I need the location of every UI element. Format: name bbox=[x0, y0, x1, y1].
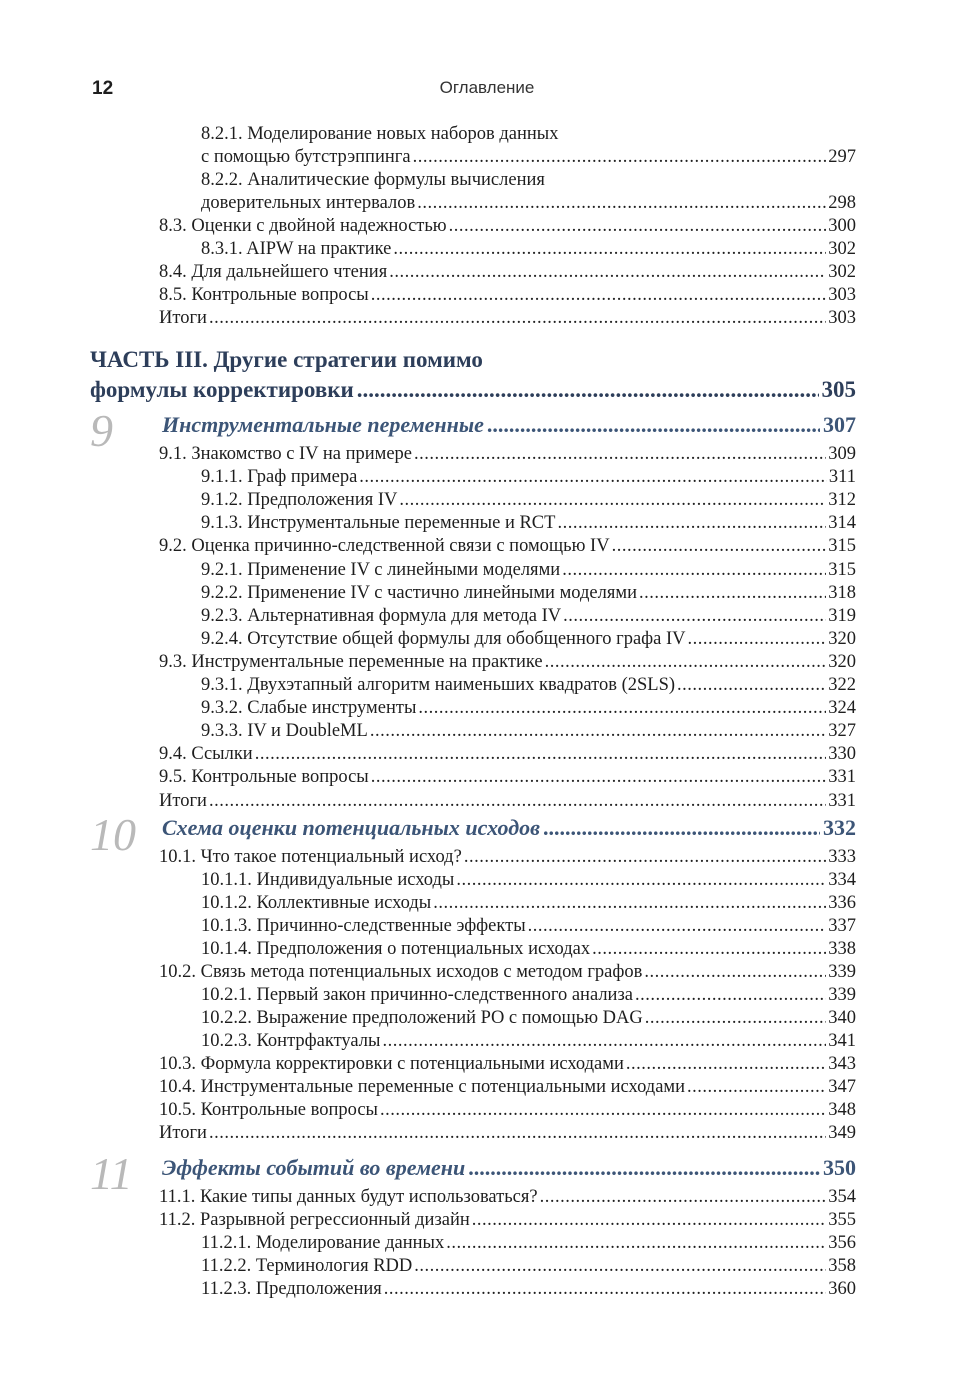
toc-entry-title: 10.4. Инструментальные переменные с потенциальными исходами bbox=[159, 1077, 686, 1097]
leader-dots bbox=[384, 1278, 826, 1301]
toc-entry[interactable] bbox=[201, 1232, 856, 1255]
chapter-number: 10 bbox=[90, 809, 136, 860]
toc-entry-page: 356 bbox=[828, 1233, 856, 1253]
toc-entry[interactable] bbox=[159, 1209, 856, 1232]
toc-entry-title: Итоги bbox=[159, 790, 207, 811]
toc-entry-title: 9.5. Контрольные вопросы bbox=[159, 767, 369, 788]
page-header bbox=[0, 76, 974, 104]
toc-entry-page: 303 bbox=[828, 308, 856, 328]
leader-dots bbox=[389, 261, 826, 284]
toc-entry-page: 355 bbox=[828, 1210, 856, 1230]
leader-dots bbox=[592, 938, 826, 961]
toc-entry-page: 309 bbox=[828, 444, 856, 464]
toc-entry-page: 320 bbox=[828, 628, 856, 649]
chapter-page: 307 bbox=[823, 412, 856, 437]
leader-dots bbox=[563, 605, 826, 628]
toc-entry-page: 339 bbox=[828, 962, 856, 982]
toc-entry-page: 348 bbox=[828, 1100, 856, 1120]
toc-entry-title: 10.2.3. Контрфактуалы bbox=[201, 1031, 381, 1051]
toc-entry-page: 298 bbox=[828, 193, 856, 213]
chapter-number: 9 bbox=[90, 405, 113, 456]
toc-entry-title: 11.1. Какие типы данных будут использоваться? bbox=[159, 1187, 538, 1207]
toc-entry-page: 331 bbox=[828, 790, 856, 811]
part-title-text: формулы корректировки bbox=[90, 377, 354, 402]
toc-entry-page: 354 bbox=[828, 1187, 856, 1207]
toc-entry[interactable] bbox=[201, 489, 856, 512]
toc-entry[interactable] bbox=[201, 869, 856, 892]
toc-entry[interactable] bbox=[201, 697, 856, 720]
leader-dots bbox=[688, 628, 827, 651]
chapter-title-text: Эффекты событий во времени bbox=[162, 1155, 466, 1180]
toc-entry[interactable] bbox=[201, 123, 856, 146]
toc-entry-title: с помощью бутстрэппинга bbox=[201, 147, 411, 167]
toc-entry-title: 9.2. Оценка причинно-следственной связи с помощью IV bbox=[159, 536, 610, 557]
toc-entry[interactable] bbox=[159, 215, 856, 238]
toc-entry-title: 10.1.3. Причинно-следственные эффекты bbox=[201, 916, 526, 936]
toc-entry-page: 358 bbox=[828, 1256, 856, 1276]
leader-dots bbox=[371, 766, 827, 789]
leader-dots bbox=[677, 674, 826, 697]
toc-entry[interactable] bbox=[201, 192, 856, 215]
toc-entry-page: 341 bbox=[828, 1031, 856, 1051]
toc-entry-page: 311 bbox=[828, 467, 856, 488]
toc-entry[interactable] bbox=[201, 720, 856, 743]
toc-entry-title: 8.2.1. Моделирование новых наборов данных bbox=[201, 124, 559, 144]
toc-entry-page: 343 bbox=[828, 1054, 856, 1074]
leader-dots bbox=[418, 697, 826, 720]
leader-dots bbox=[413, 146, 827, 169]
toc-entry-page: 319 bbox=[828, 605, 856, 626]
toc-entry[interactable] bbox=[201, 605, 856, 628]
leader-dots bbox=[399, 489, 826, 512]
part-page: 305 bbox=[821, 377, 856, 402]
toc-entry[interactable] bbox=[201, 674, 856, 697]
leader-dots bbox=[545, 651, 827, 674]
toc-entry-title: 10.1. Что такое потенциальный исход? bbox=[159, 847, 462, 867]
leader-dots bbox=[433, 892, 826, 915]
leader-dots bbox=[687, 1076, 826, 1099]
toc-entry-title: 11.2.2. Терминология RDD bbox=[201, 1256, 413, 1276]
part-title-line1: ЧАСТЬ III. Другие стратегии помимо bbox=[90, 347, 483, 372]
chapter-page: 350 bbox=[823, 1155, 856, 1180]
toc-entry-title: 9.3. Инструментальные переменные на практике bbox=[159, 651, 543, 672]
leader-dots bbox=[382, 1030, 826, 1053]
leader-dots bbox=[414, 443, 826, 466]
toc-entry-title: 9.3.3. IV и DoubleML bbox=[201, 721, 368, 742]
toc-entry-title: 11.2. Разрывной регрессионный дизайн bbox=[159, 1210, 470, 1230]
leader-dots bbox=[543, 814, 820, 842]
toc-entry[interactable] bbox=[159, 743, 856, 766]
toc-entry-title: 9.3.2. Слабые инструменты bbox=[201, 698, 417, 719]
toc-entry[interactable] bbox=[159, 766, 856, 789]
chapter-title-text: Схема оценки потенциальных исходов bbox=[162, 815, 541, 840]
running-head: Оглавление bbox=[439, 78, 535, 97]
toc-entry[interactable] bbox=[201, 938, 856, 961]
leader-dots bbox=[635, 984, 826, 1007]
leader-dots bbox=[557, 512, 826, 535]
toc-entry[interactable] bbox=[201, 559, 856, 582]
toc-entry-page: 347 bbox=[828, 1077, 856, 1097]
toc-entry[interactable] bbox=[159, 1076, 856, 1099]
toc-entry-page: 302 bbox=[828, 239, 856, 259]
leader-dots bbox=[644, 961, 826, 984]
leader-dots bbox=[449, 215, 827, 238]
toc-entry[interactable] bbox=[201, 146, 856, 169]
toc-entry-page: 322 bbox=[828, 675, 856, 695]
toc-entry-title: 10.2.1. Первый закон причинно-следственного анализа bbox=[201, 985, 633, 1005]
leader-dots bbox=[414, 1255, 826, 1278]
leader-dots bbox=[209, 1122, 826, 1145]
toc-entry-title: 11.2.1. Моделирование данных bbox=[201, 1233, 445, 1253]
toc-entry-title: 8.3.1. AIPW на практике bbox=[201, 239, 392, 259]
toc-entry-page: 300 bbox=[828, 216, 856, 236]
chapter-page: 332 bbox=[823, 815, 856, 840]
leader-dots bbox=[417, 192, 826, 215]
toc-entry-page: 303 bbox=[828, 285, 856, 305]
toc-entry-page: 297 bbox=[828, 147, 856, 167]
toc-entry-title: 9.3.1. Двухэтапный алгоритм наименьших квадратов (2SLS) bbox=[201, 675, 676, 695]
toc-entry-page: 327 bbox=[828, 721, 856, 742]
leader-dots bbox=[639, 582, 826, 605]
toc-entry-title: 9.2.2. Применение IV с частично линейными моделями bbox=[201, 582, 637, 603]
toc-entry-title: 8.4. Для дальнейшего чтения bbox=[159, 262, 388, 282]
leader-dots bbox=[370, 720, 826, 743]
leader-dots bbox=[645, 1007, 827, 1030]
toc-entry-page: 324 bbox=[828, 698, 856, 719]
toc-entry-title: 10.1.2. Коллективные исходы bbox=[201, 893, 432, 913]
toc-entry-title: 10.2. Связь метода потенциальных исходов с методом графов bbox=[159, 962, 643, 982]
toc-entry[interactable] bbox=[201, 1278, 856, 1301]
page-number: 12 bbox=[92, 78, 114, 99]
toc-entry-page: 334 bbox=[828, 870, 856, 890]
leader-dots bbox=[393, 238, 826, 261]
toc-entry-page: 349 bbox=[828, 1123, 856, 1143]
toc-entry[interactable] bbox=[201, 1030, 856, 1053]
toc-entry-page: 333 bbox=[828, 847, 856, 867]
toc-entry[interactable] bbox=[201, 169, 856, 192]
leader-dots bbox=[255, 743, 827, 766]
toc-entry-title: Итоги bbox=[159, 308, 207, 328]
part-title-line2[interactable] bbox=[90, 376, 856, 404]
leader-dots bbox=[371, 284, 827, 307]
toc-entry-title: 9.2.3. Альтернативная формула для метода IV bbox=[201, 605, 562, 626]
toc-entry[interactable] bbox=[159, 261, 856, 284]
toc-entry-page: 312 bbox=[828, 490, 856, 511]
toc-entry-title: 10.1.1. Индивидуальные исходы bbox=[201, 870, 455, 890]
toc-entry-title: 9.1. Знакомство с IV на примере bbox=[159, 444, 413, 464]
toc-entry-page: 336 bbox=[828, 893, 856, 913]
toc-entry[interactable] bbox=[159, 307, 856, 330]
leader-dots bbox=[380, 1099, 826, 1122]
toc-entry-title: 9.2.4. Отсутствие общей формулы для обобщенного графа IV bbox=[201, 628, 686, 649]
toc-entry-page: 340 bbox=[828, 1008, 856, 1028]
chapter-title-10[interactable] bbox=[162, 814, 856, 842]
chapter-title-text: Инструментальные переменные bbox=[162, 412, 484, 437]
toc-entry[interactable] bbox=[159, 1122, 856, 1145]
leader-dots bbox=[626, 1053, 826, 1076]
toc-entry[interactable] bbox=[201, 238, 856, 261]
leader-dots bbox=[612, 535, 827, 558]
toc-entry[interactable] bbox=[201, 1255, 856, 1278]
toc-entry-page: 320 bbox=[828, 651, 856, 672]
toc-entry-title: 10.1.4. Предположения о потенциальных исходах bbox=[201, 939, 591, 959]
toc-entry[interactable] bbox=[201, 466, 856, 489]
leader-dots bbox=[446, 1232, 826, 1255]
toc-entry[interactable] bbox=[159, 535, 856, 558]
toc-entry-title: 8.2.2. Аналитические формулы вычисления bbox=[201, 170, 545, 190]
toc-entry-title: 9.1.3. Инструментальные переменные и RCT bbox=[201, 513, 556, 534]
toc-entry-title: 9.1.2. Предположения IV bbox=[201, 490, 398, 511]
toc-entry-page: 315 bbox=[828, 536, 856, 557]
toc-entry[interactable] bbox=[159, 284, 856, 307]
toc-entry-title: 8.3. Оценки с двойной надежностью bbox=[159, 216, 447, 236]
toc-entry-page: 302 bbox=[828, 262, 856, 282]
toc-entry[interactable] bbox=[159, 846, 856, 869]
leader-dots bbox=[528, 915, 827, 938]
leader-dots bbox=[562, 559, 826, 582]
toc-entry-title: 9.1.1. Граф примера bbox=[201, 467, 358, 488]
toc-entry-title: 8.5. Контрольные вопросы bbox=[159, 285, 369, 305]
toc-entry-page: 337 bbox=[828, 916, 856, 936]
toc-entry-title: Итоги bbox=[159, 1123, 207, 1143]
toc-entry-title: 11.2.3. Предположения bbox=[201, 1279, 382, 1299]
toc-entry[interactable] bbox=[159, 961, 856, 984]
toc-entry[interactable] bbox=[159, 651, 856, 674]
leader-dots bbox=[487, 411, 820, 439]
toc-entry[interactable] bbox=[159, 1186, 856, 1209]
leader-dots bbox=[357, 376, 819, 404]
toc-entry[interactable] bbox=[159, 443, 856, 466]
leader-dots bbox=[456, 869, 826, 892]
toc-entry-page: 330 bbox=[828, 744, 856, 765]
toc-entry-title: 10.2.2. Выражение предположений PO с помощью DAG bbox=[201, 1008, 643, 1028]
toc-entry[interactable] bbox=[201, 915, 856, 938]
toc-entry[interactable] bbox=[201, 892, 856, 915]
toc-entry-page: 318 bbox=[828, 582, 856, 603]
toc-entry[interactable] bbox=[201, 984, 856, 1007]
toc-entry-page: 339 bbox=[828, 985, 856, 1005]
leader-dots bbox=[472, 1209, 826, 1232]
leader-dots bbox=[540, 1186, 827, 1209]
leader-dots bbox=[464, 846, 826, 869]
toc-entry[interactable] bbox=[201, 512, 856, 535]
toc-entry-page: 314 bbox=[828, 513, 856, 534]
toc-entry-page: 360 bbox=[828, 1279, 856, 1299]
leader-dots bbox=[468, 1154, 820, 1182]
toc-entry[interactable] bbox=[201, 582, 856, 605]
toc-entry-page: 315 bbox=[828, 559, 856, 580]
leader-dots bbox=[209, 307, 826, 330]
toc-entry-title: 10.5. Контрольные вопросы bbox=[159, 1100, 378, 1120]
toc-entry-page: 331 bbox=[828, 767, 856, 788]
toc-entry[interactable] bbox=[159, 790, 856, 813]
toc-entry[interactable] bbox=[159, 1099, 856, 1122]
toc-entry[interactable] bbox=[201, 1007, 856, 1030]
toc-entry-title: доверительных интервалов bbox=[201, 193, 416, 213]
toc-entry[interactable] bbox=[159, 1053, 856, 1076]
leader-dots bbox=[209, 790, 826, 813]
toc-entry-title: 9.2.1. Применение IV с линейными моделями bbox=[201, 559, 561, 580]
chapter-title-11[interactable] bbox=[162, 1154, 856, 1182]
toc-entry-title: 10.3. Формула корректировки с потенциальными исходами bbox=[159, 1054, 624, 1074]
toc-entry-title: 9.4. Ссылки bbox=[159, 744, 253, 765]
toc-entry-page: 338 bbox=[828, 939, 856, 959]
toc-entry[interactable] bbox=[201, 628, 856, 651]
leader-dots bbox=[359, 466, 827, 489]
chapter-title-9[interactable] bbox=[162, 411, 856, 439]
chapter-number: 11 bbox=[90, 1148, 133, 1199]
